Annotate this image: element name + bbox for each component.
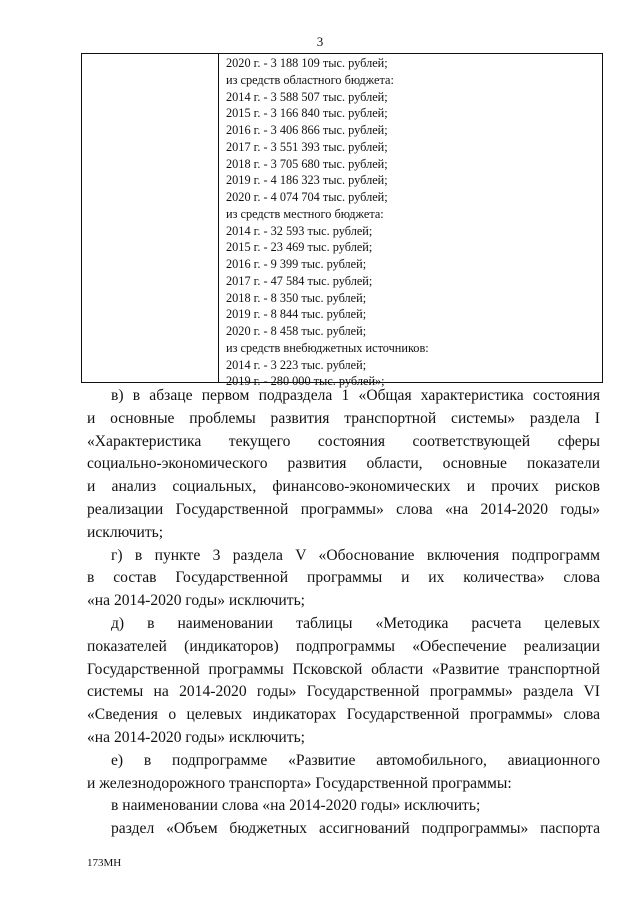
table-line: 2016 г. - 9 399 тыс. рублей;: [226, 257, 367, 271]
table-line: 2014 г. - 32 593 тыс. рублей;: [226, 223, 373, 238]
body-line: и анализ социальных, финансово-экономических и прочих рисков: [87, 478, 600, 496]
body-line: и основные проблемы развития транспортной системы» раздела I: [87, 409, 600, 427]
table-line: 2019 г. - 280 000 тыс. рублей»;: [226, 374, 385, 389]
table-line: 2020 г. - 8 458 тыс. рублей;: [226, 324, 367, 338]
body-line: в) в абзаце первом подраздела 1 «Общая характеристика состояния: [111, 387, 600, 404]
body-line: е) в подпрограмме «Развитие автомобильного, авиационного: [111, 751, 600, 769]
table-line: 2015 г. - 23 469 тыс. рублей;: [226, 240, 373, 255]
body-line: в наименовании слова «на 2014-2020 годы» исключить;: [111, 797, 481, 815]
table-line: 2017 г. - 3 551 393 тыс. рублей;: [226, 139, 388, 154]
table-line: из средств областного бюджета:: [226, 72, 394, 87]
body-line: социально-экономического развития области, основные показатели: [87, 455, 600, 473]
table-line: 2019 г. - 4 186 323 тыс. рублей;: [226, 173, 388, 188]
body-line: д) в наименовании таблицы «Методика расчета целевых: [111, 614, 600, 632]
budget-table: [81, 53, 603, 389]
body-line: Государственной программы Псковской области «Развитие транспортной: [87, 660, 600, 678]
table-column-divider: [218, 54, 219, 382]
body-line: реализации Государственной программы» слова «на 2014-2020 годы»: [87, 500, 600, 518]
table-line: 2015 г. - 3 166 840 тыс. рублей;: [226, 106, 388, 121]
table-line: 2018 г. - 8 350 тыс. рублей;: [226, 290, 367, 305]
table-line: 2014 г. - 3 223 тыс. рублей;: [226, 357, 367, 372]
table-line: из средств местного бюджета:: [226, 206, 384, 221]
page-number: 3: [316, 34, 324, 49]
table-line: 2019 г. - 8 844 тыс. рублей;: [226, 307, 367, 322]
body-line: «Характеристика текущего состояния соответствующей сферы: [87, 432, 600, 450]
body-line: «Сведения о целевых индикаторах Государственной программы» слова: [87, 706, 600, 724]
body-line: исключить;: [87, 523, 164, 541]
table-line: 2016 г. - 3 406 866 тыс. рублей;: [226, 123, 388, 137]
document-code: 173МН: [87, 857, 122, 869]
table-line: 2017 г. - 47 584 тыс. рублей;: [226, 273, 373, 288]
body-line: и железнодорожного транспорта» Государственной программы:: [87, 774, 512, 792]
body-line: «на 2014-2020 годы» исключить;: [87, 592, 306, 610]
body-line: г) в пункте 3 раздела V «Обоснование включения подпрограмм: [111, 546, 600, 564]
table-line: 2018 г. - 3 705 680 тыс. рублей;: [226, 156, 388, 171]
table-line: 2020 г. - 3 188 109 тыс. рублей;: [226, 56, 388, 70]
table-right-cell: [226, 55, 598, 390]
body-line: раздел «Объем бюджетных ассигнований подпрограммы» паспорта: [111, 820, 600, 838]
table-line: из средств внебюджетных источников:: [226, 340, 429, 355]
body-line: системы на 2014-2020 годы» Государственной программы» раздела VI: [87, 683, 600, 701]
body-line: в состав Государственной программы и их количества» слова: [87, 569, 600, 587]
table-line: 2014 г. - 3 588 507 тыс. рублей;: [226, 89, 388, 104]
document-body: [87, 385, 600, 841]
body-line: показателей (индикаторов) подпрограммы «Обеспечение реализации: [87, 637, 600, 655]
table-line: 2020 г. - 4 074 704 тыс. рублей;: [226, 190, 388, 204]
body-line: «на 2014-2020 годы» исключить;: [87, 728, 306, 746]
